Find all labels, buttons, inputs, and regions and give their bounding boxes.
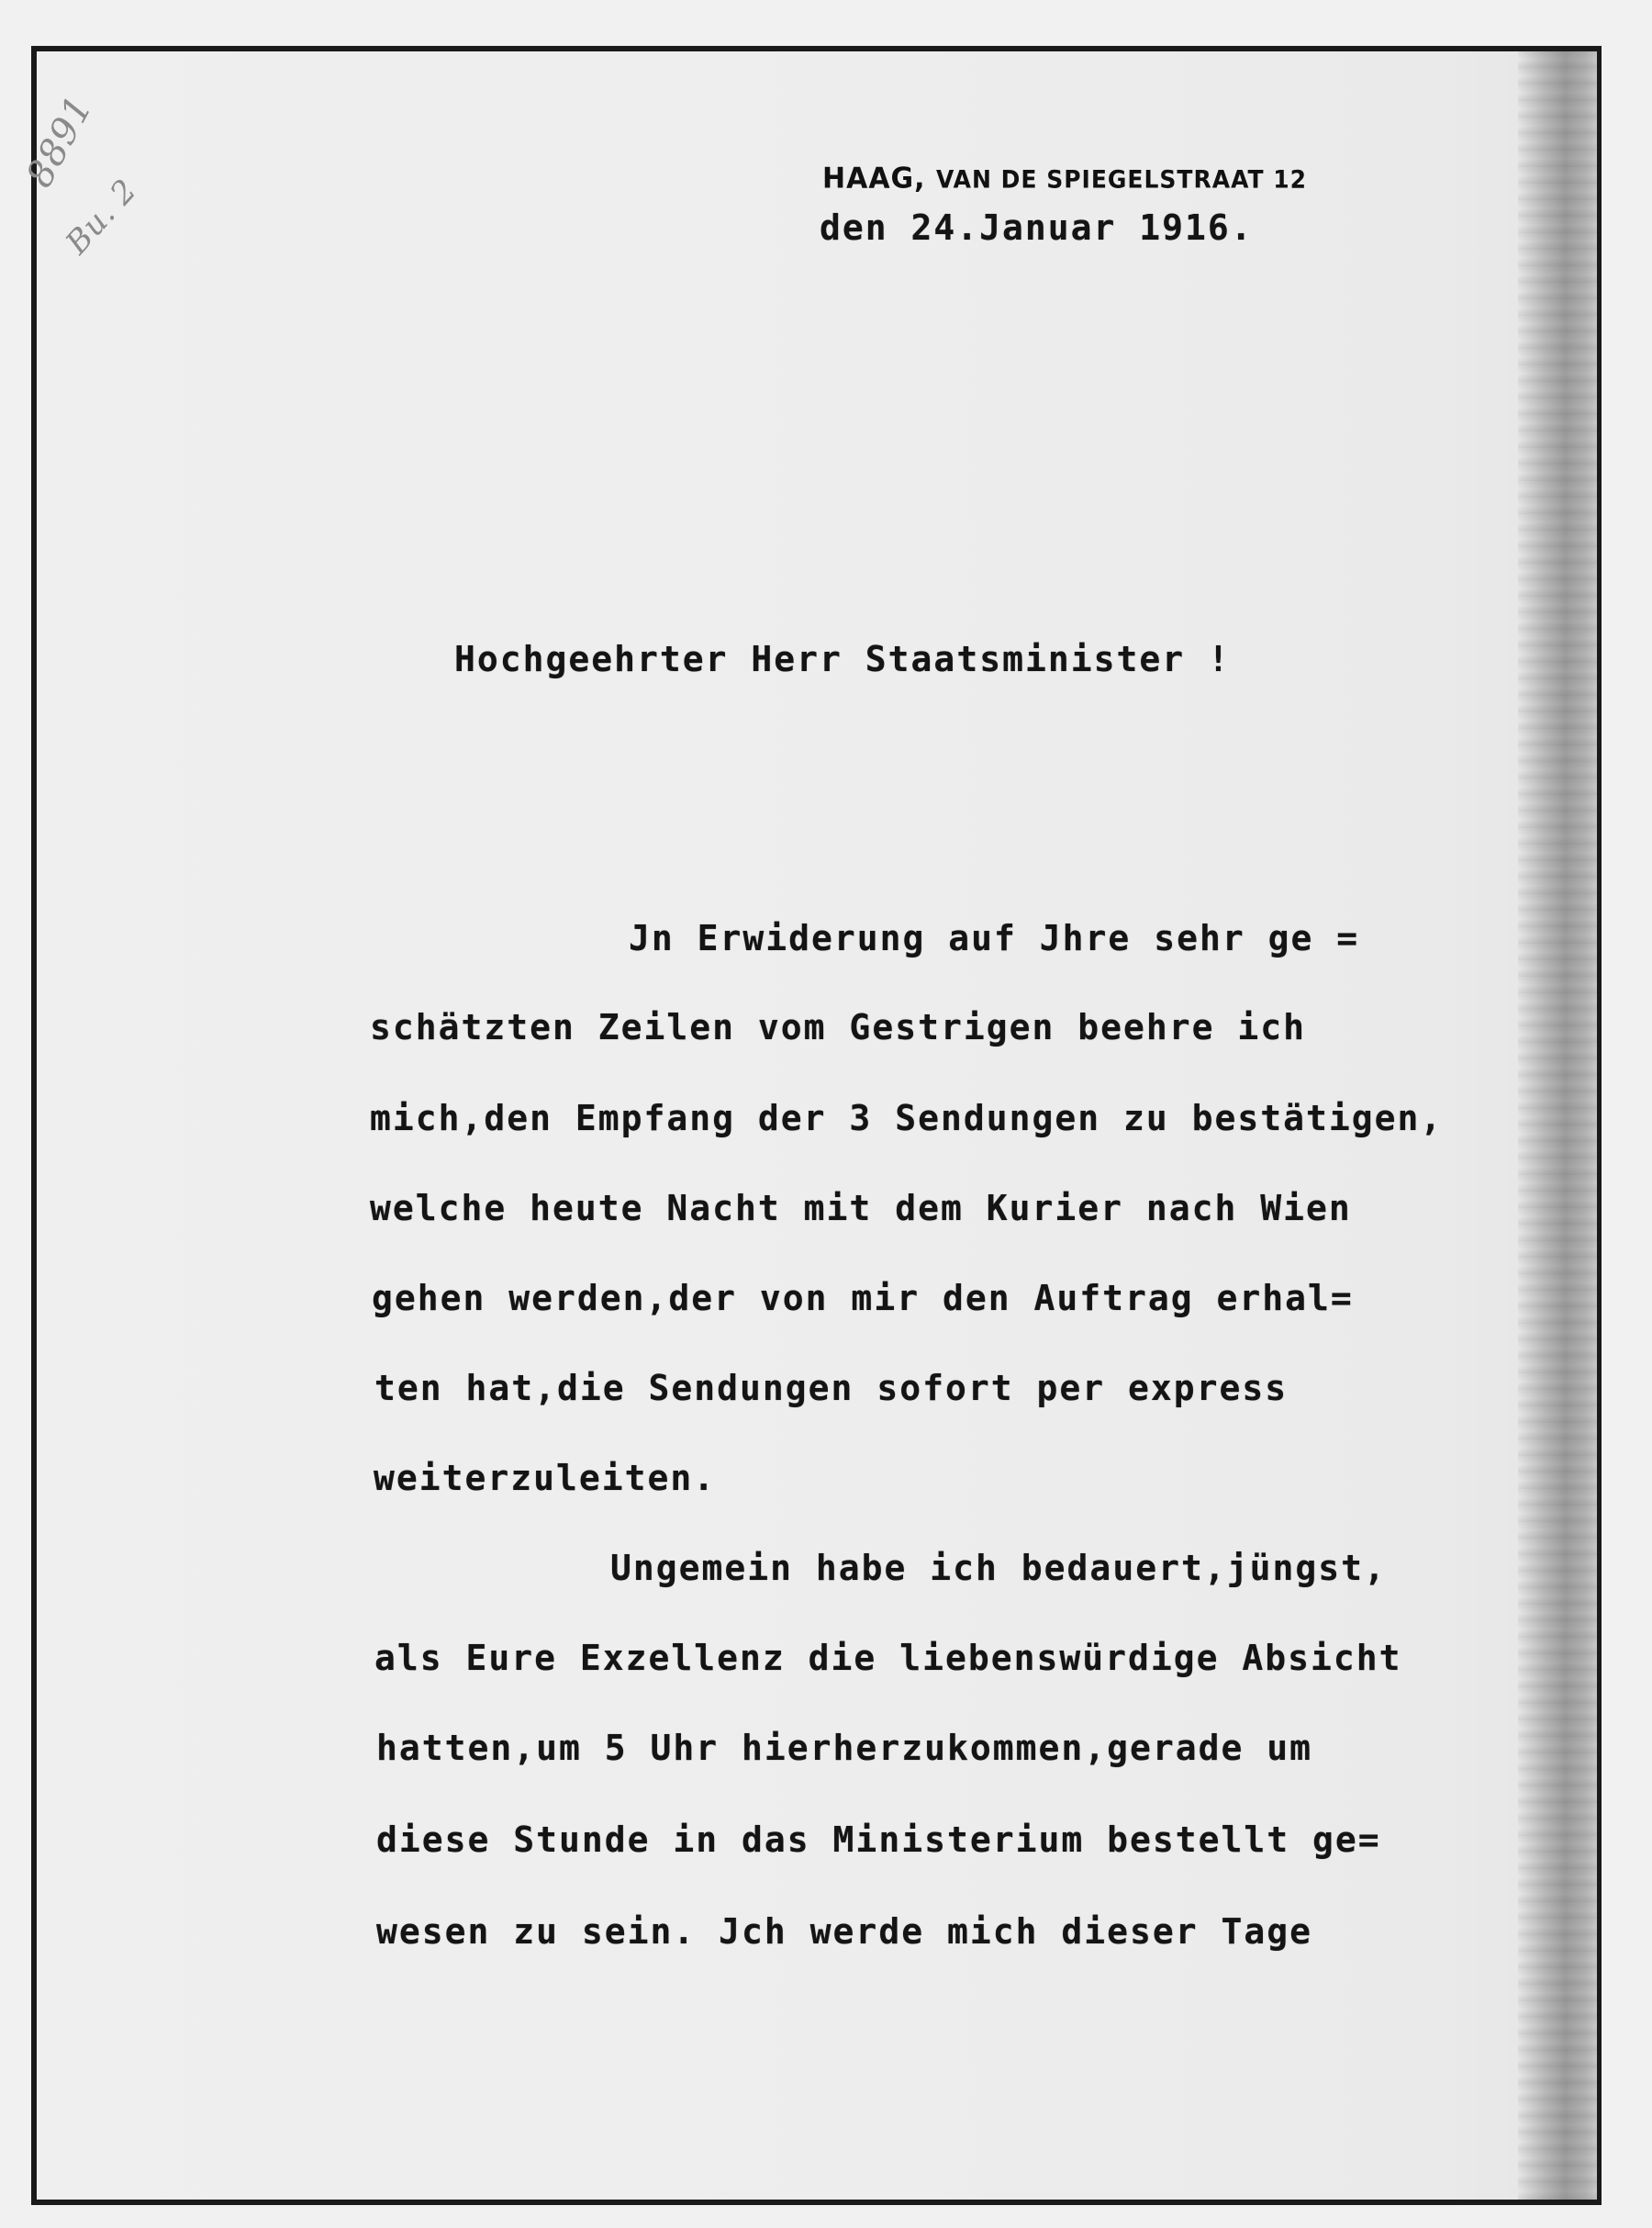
body-line: welche heute Nacht mit dem Kurier nach Wien bbox=[370, 1188, 1352, 1228]
binding-shadow bbox=[1518, 51, 1597, 2200]
letterhead-city: HAAG, bbox=[822, 162, 926, 196]
body-line: diese Stunde in das Ministerium bestellt ge= bbox=[376, 1819, 1381, 1860]
letter-date: den 24.Januar 1916. bbox=[820, 207, 1254, 248]
letterhead-address: VAN DE SPIEGELSTRAAT 12 bbox=[936, 165, 1308, 194]
body-line: wesen zu sein. Jch werde mich dieser Tage bbox=[376, 1911, 1312, 1952]
body-line: gehen werden,der von mir den Auftrag erhal= bbox=[372, 1278, 1354, 1318]
body-line: Jn Erwiderung auf Jhre sehr ge = bbox=[629, 918, 1360, 958]
archive-pencil-note: Bu. 2 bbox=[59, 172, 145, 262]
body-line: mich,den Empfang der 3 Sendungen zu bestätigen, bbox=[370, 1098, 1444, 1138]
body-line: schätzten Zeilen vom Gestrigen beehre ich bbox=[370, 1007, 1306, 1047]
body-line: weiterzuleiten. bbox=[374, 1458, 717, 1498]
archive-pencil-number: 8891 bbox=[18, 88, 102, 195]
body-line: ten hat,die Sendungen sofort per express bbox=[374, 1368, 1289, 1408]
salutation: Hochgeehrter Herr Staatsminister ! bbox=[454, 639, 1231, 679]
body-line: Ungemein habe ich bedauert,jüngst, bbox=[610, 1548, 1387, 1588]
body-line: als Eure Exzellenz die liebenswürdige Absicht bbox=[374, 1638, 1402, 1678]
body-line: hatten,um 5 Uhr hierherzukommen,gerade um bbox=[376, 1728, 1312, 1768]
letterhead bbox=[822, 162, 1307, 196]
